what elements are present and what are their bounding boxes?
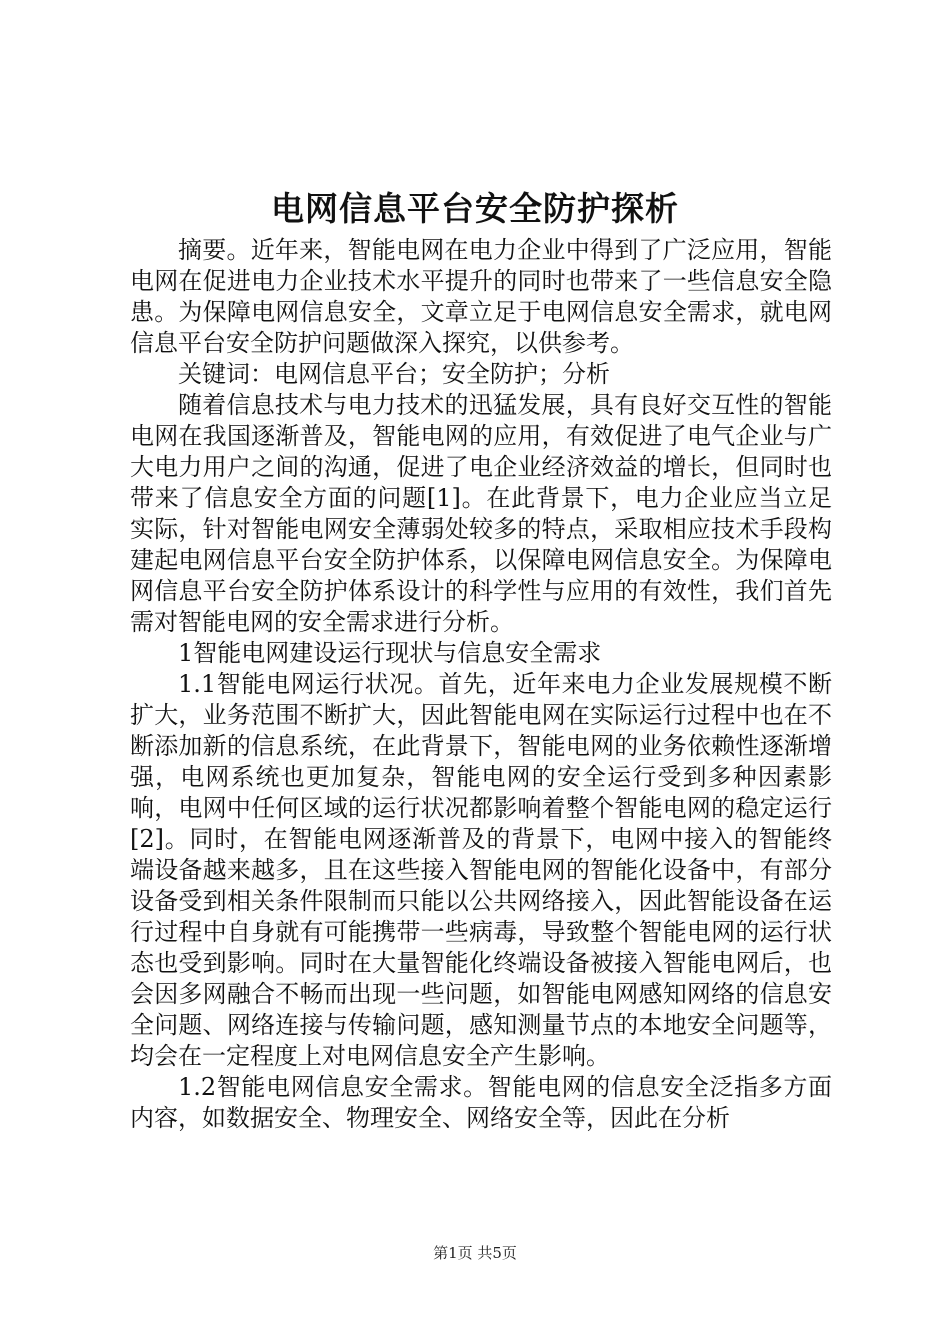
page-footer: 第1页 共5页 [433, 1244, 517, 1262]
document-body [130, 235, 832, 1134]
subsection-1-2-paragraph: 1.2智能电网信息安全需求。智能电网的信息安全泛指多方面内容，如数据安全、物理安全、网络安全等，因此在分析 [130, 1073, 832, 1132]
document-title: 电网信息平台安全防护探析 [271, 189, 679, 228]
intro-paragraph: 随着信息技术与电力技术的迅猛发展，具有良好交互性的智能电网在我国逐渐普及，智能电网的应用，有效促进了电气企业与广大电力用户之间的沟通，促进了电企业经济效益的增长，但同时也带来了信息安全方面的问题[1]。在此背景下，电力企业应当立足实际，针对智能电网安全薄弱处较多的特点，采取相应技术手段构建起电网信息平台安全防护体系，以保障电网信息安全。为保障电网信息平台安全防护体系设计的科学性与应用的有效性，我们首先需对智能电网的安全需求进行分析。 [130, 391, 832, 636]
section-heading: 1智能电网建设运行现状与信息安全需求 [178, 639, 602, 667]
abstract-paragraph: 摘要。近年来，智能电网在电力企业中得到了广泛应用，智能电网在促进电力企业技术水平提升的同时也带来了一些信息安全隐患。为保障电网信息安全，文章立足于电网信息安全需求，就电网信息平台安全防护问题做深入探究，以供参考。 [130, 236, 832, 357]
keywords-paragraph: 关键词：电网信息平台；安全防护；分析 [178, 360, 610, 388]
subsection-1-1-paragraph: 1.1智能电网运行状况。首先，近年来电力企业发展规模不断扩大，业务范围不断扩大，因此智能电网在实际运行过程中也在不断添加新的信息系统，在此背景下，智能电网的业务依赖性逐渐增强，电网系统也更加复杂，智能电网的安全运行受到多种因素影响，电网中任何区域的运行状况都影响着整个智能电网的稳定运行[2]。同时，在智能电网逐渐普及的背景下，电网中接入的智能终端设备越来越多，且在这些接入智能电网的智能化设备中，有部分设备受到相关条件限制而只能以公共网络接入，因此智能设备在运行过程中自身就有可能携带一些病毒，导致整个智能电网的运行状态也受到影响。同时在大量智能化终端设备被接入智能电网后，也会因多网融合不畅而出现一些问题，如智能电网感知网络的信息安全问题、网络连接与传输问题，感知测量节点的本地安全问题等，均会在一定程度上对电网信息安全产生影响。 [130, 670, 832, 1070]
